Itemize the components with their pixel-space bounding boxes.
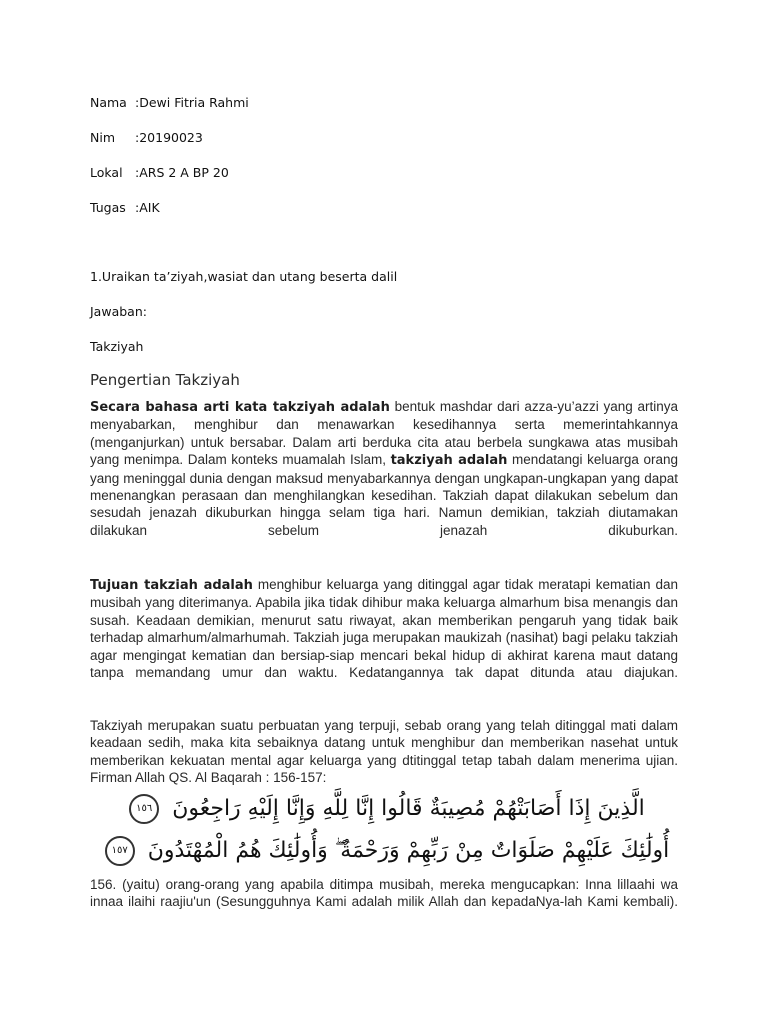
verse-text: الَّذِينَ إِذَا أَصَابَتْهُمْ مُصِيبَةٌ قَالُوا إِنَّا لِلَّهِ وَإِنَّا إِلَيْهِ رَاجِعُونَ (172, 796, 645, 821)
bold-phrase: takziyah adalah (390, 453, 508, 469)
paragraph-virtue: Takziyah merupakan suatu perbuatan yang terpuji, sebab orang yang telah ditinggal mati dalam keadaan sedih, maka kita sebaiknya datang untuk menghibur dan memberikan nasehat untuk memberikan kekuatan mental agar keluarga yang dtitinggal tetap tabah dalam menerima ujian. Firman Allah QS. Al Baqarah : 156-157: (90, 718, 678, 786)
lokal-row (90, 165, 229, 180)
topic-label: Takziyah (90, 339, 144, 354)
tugas-row (90, 200, 160, 215)
ayah-number-icon: ١٥٧ (105, 836, 135, 866)
name-row (90, 95, 249, 110)
paragraph-text: mendatangi keluarga orang yang meninggal dunia dengan maksud menyabarkannya dengan ungkapan-ungkapan yang dapat menenangkan perasaan dan menghilangkan kesedihan. Takziah dapat dilakukan sebelum dan sesudah jenazah dikuburkan hingga selam tiga hari. Namun demikian, takziah diutamakan dilakukan sebelum jenazah dikuburkan. (90, 452, 678, 538)
nim-value: :20190023 (135, 130, 203, 145)
paragraph-text: bentuk mashdar dari azza-yu’azzi yang artinya menyabarkan, menghibur dan menawarkan kesedihannya serta memerintahkannya (menganjurkan) untuk bersabar. Dalam arti berduka cita atau berbela sungkawa atas musibah yang menimpa. Dalam konteks muamalah Islam, (90, 399, 678, 468)
quran-verse-156 (90, 794, 678, 824)
question-text: 1.Uraikan ta’ziyah,wasiat dan utang beserta dalil (90, 269, 398, 284)
nim-label: Nim (90, 130, 115, 145)
nim-row (90, 130, 203, 145)
lokal-label: Lokal (90, 165, 123, 180)
name-value: :Dewi Fitria Rahmi (135, 95, 249, 110)
tugas-value: :AIK (135, 200, 160, 215)
section-heading: Pengertian Takziyah (90, 371, 240, 389)
lokal-value: :ARS 2 A BP 20 (135, 165, 229, 180)
paragraph-definition (90, 398, 678, 539)
tugas-label: Tugas (90, 200, 126, 215)
paragraph-purpose (90, 576, 678, 681)
ayah-number-icon: ١٥٦ (129, 794, 159, 824)
bold-phrase: Secara bahasa arti kata takziyah adalah (90, 400, 390, 415)
paragraph-translation: 156. (yaitu) orang-orang yang apabila ditimpa musibah, mereka mengucapkan: Inna lillaahi wa innaa ilaihi raajiu'un (Sesungguhnya Kami adalah milik Allah dan kepadaNya-lah Kami kembali). (90, 877, 678, 910)
bold-phrase: Tujuan takziah adalah (90, 578, 253, 593)
name-label: Nama (90, 95, 127, 110)
answer-label: Jawaban: (90, 304, 147, 319)
verse-text: أُولَٰئِكَ عَلَيْهِمْ صَلَوَاتٌ مِنْ رَبِّهِمْ وَرَحْمَةٌ ۖ وَأُولَٰئِكَ هُمُ الْمُهْتَدُونَ (147, 838, 670, 863)
paragraph-text: menghibur keluarga yang ditinggal agar tidak meratapi kematian dan musibah yang diterimanya. Apabila jika tidak dihibur maka keluarga almarhum bisa menangis dan susah. Keadaan demikian, menurut satu riwayat, akan memberikan pengaruh yang tidak baik terhadap almarhum/almarhumah. Takziah juga merupakan maukizah (nasihat) bagi pelaku takziah agar mengingat kematian dan bersiap-siap mencari bekal hidup di akhirat karena maut datang tanpa memandang umur dan waktu. Kedatangannya tak dapat ditunda atau diajukan. (90, 577, 678, 681)
quran-verse-157 (90, 836, 678, 866)
